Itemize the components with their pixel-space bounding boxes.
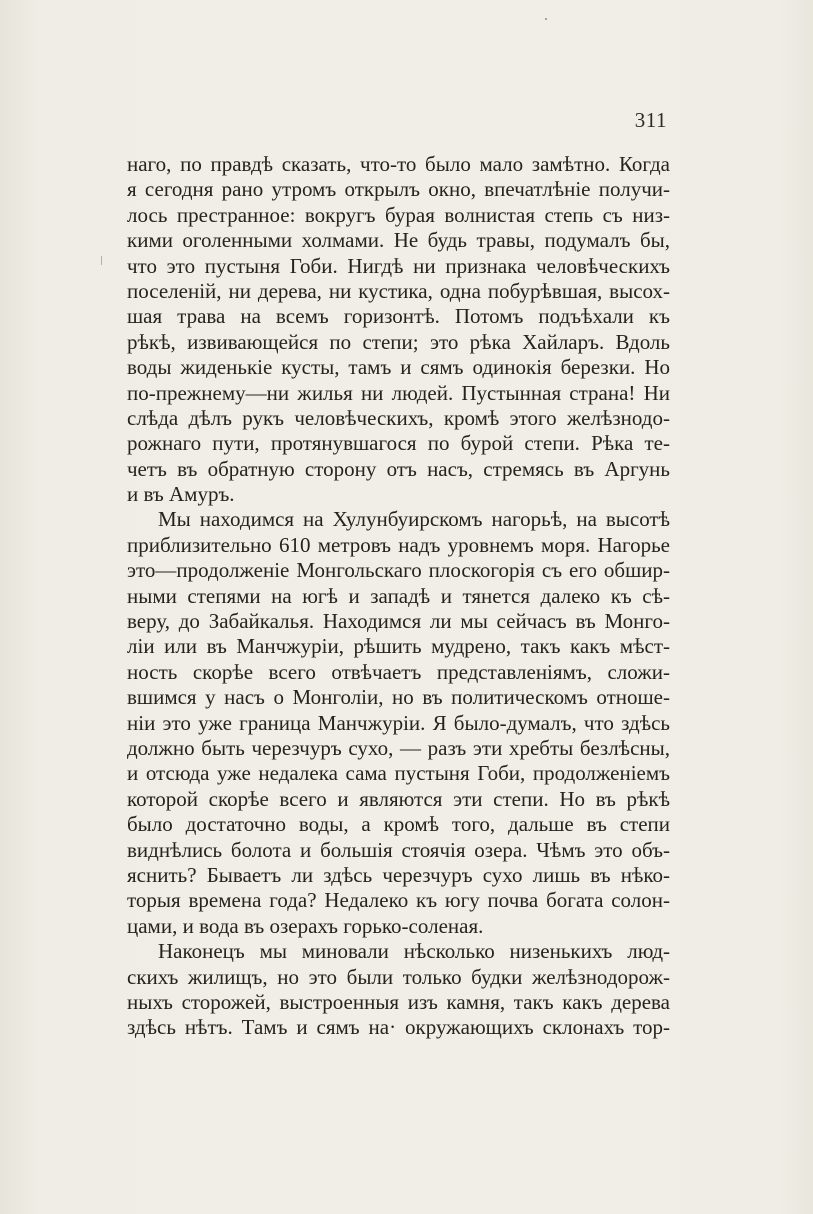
text-line: рожнаго пути, протянувшагося по бурой степи. Рѣка те- — [127, 431, 670, 456]
text-line: воды жиденькіе кусты, тамъ и сямъ одинокія березки. Но — [127, 355, 670, 380]
text-line: ными степями на югѣ и западѣ и тянется далеко къ сѣ- — [127, 583, 670, 608]
text-line: и въ Амуръ. — [127, 482, 235, 507]
text-line: ность скорѣе всего отвѣчаетъ представленіямъ, сложи- — [127, 659, 670, 684]
text-line: это—продолженіе Монгольскаго плоскогорія съ его обшир- — [127, 558, 670, 583]
text-line: было достаточно воды, а кромѣ того, дальше въ степи — [127, 812, 670, 837]
text-line: должно быть черезчуръ сухо, — разъ эти хребты безлѣсны, — [127, 735, 670, 760]
paper-speck — [545, 18, 547, 20]
text-line: здѣсь нѣтъ. Тамъ и сямъ на· окружающихъ склонахъ тор- — [127, 1015, 670, 1040]
text-line: лось престранное: вокругъ бурая волнистая степь съ низ- — [127, 202, 670, 227]
text-line: виднѣлись болота и большія стоячія озера. Чѣмъ это объ- — [127, 837, 670, 862]
text-line: я сегодня рано утромъ открылъ окно, впечатлѣніе получи- — [127, 177, 670, 202]
text-line: ныхъ сторожей, выстроенныя изъ камня, такъ какъ дерева — [127, 989, 670, 1014]
text-line: поселеній, ни дерева, ни кустика, одна побурѣвшая, высох- — [127, 278, 670, 303]
text-line: торыя времена года? Недалеко къ югу почва богата солон- — [127, 888, 670, 913]
text-line: веру, до Забайкалья. Находимся ли мы сейчасъ въ Монго- — [127, 609, 670, 634]
text-line: ліи или въ Манчжуріи, рѣшить мудрено, такъ какъ мѣст- — [127, 634, 670, 659]
text-line: Наконецъ мы миновали нѣсколько низенькихъ люд- — [158, 939, 670, 964]
text-line: и отсюда уже недалека сама пустыня Гоби, продолженіемъ — [127, 761, 670, 786]
text-line: Мы находимся на Хулунбуирскомъ нагорьѣ, на высотѣ — [158, 507, 670, 532]
page-number: 311 — [634, 108, 667, 132]
text-line: скихъ жилищъ, но это были только будки желѣзнодорож- — [127, 964, 670, 989]
text-line: по-прежнему—ни жилья ни людей. Пустынная страна! Ни — [127, 380, 670, 405]
text-line: слѣда дѣлъ рукъ человѣческихъ, кромѣ этого желѣзнодо- — [127, 405, 670, 430]
text-line: наго, по правдѣ сказать, что-то было мало замѣтно. Когда — [127, 152, 670, 176]
text-line: четъ въ обратную сторону отъ насъ, стремясь въ Аргунь — [127, 456, 670, 481]
text-line: рѣкѣ, извивающейся по степи; это рѣка Хайларъ. Вдоль — [127, 329, 670, 354]
paper-mark — [101, 256, 102, 265]
body-text — [127, 152, 670, 1041]
text-line: цами, и вода въ озерахъ горько-соленая. — [127, 913, 484, 938]
text-line: что это пустыня Гоби. Нигдѣ ни признака человѣческихъ — [127, 253, 670, 278]
text-line: ніи это уже граница Манчжуріи. Я было-думалъ, что здѣсь — [127, 710, 670, 735]
text-line: вшимся у насъ о Монголіи, но въ политическомъ отноше- — [127, 685, 670, 710]
text-line: шая трава на всемъ горизонтѣ. Потомъ подъѣхали къ — [127, 304, 670, 329]
text-line: которой скорѣе всего и являются эти степи. Но въ рѣкѣ — [127, 786, 670, 811]
text-line: приблизительно 610 метровъ надъ уровнемъ моря. Нагорье — [127, 532, 670, 557]
text-line: кими оголенными холмами. Не будь травы, подумалъ бы, — [127, 228, 670, 253]
text-line: яснить? Бываетъ ли здѣсь черезчуръ сухо лишь въ нѣко- — [127, 862, 670, 887]
